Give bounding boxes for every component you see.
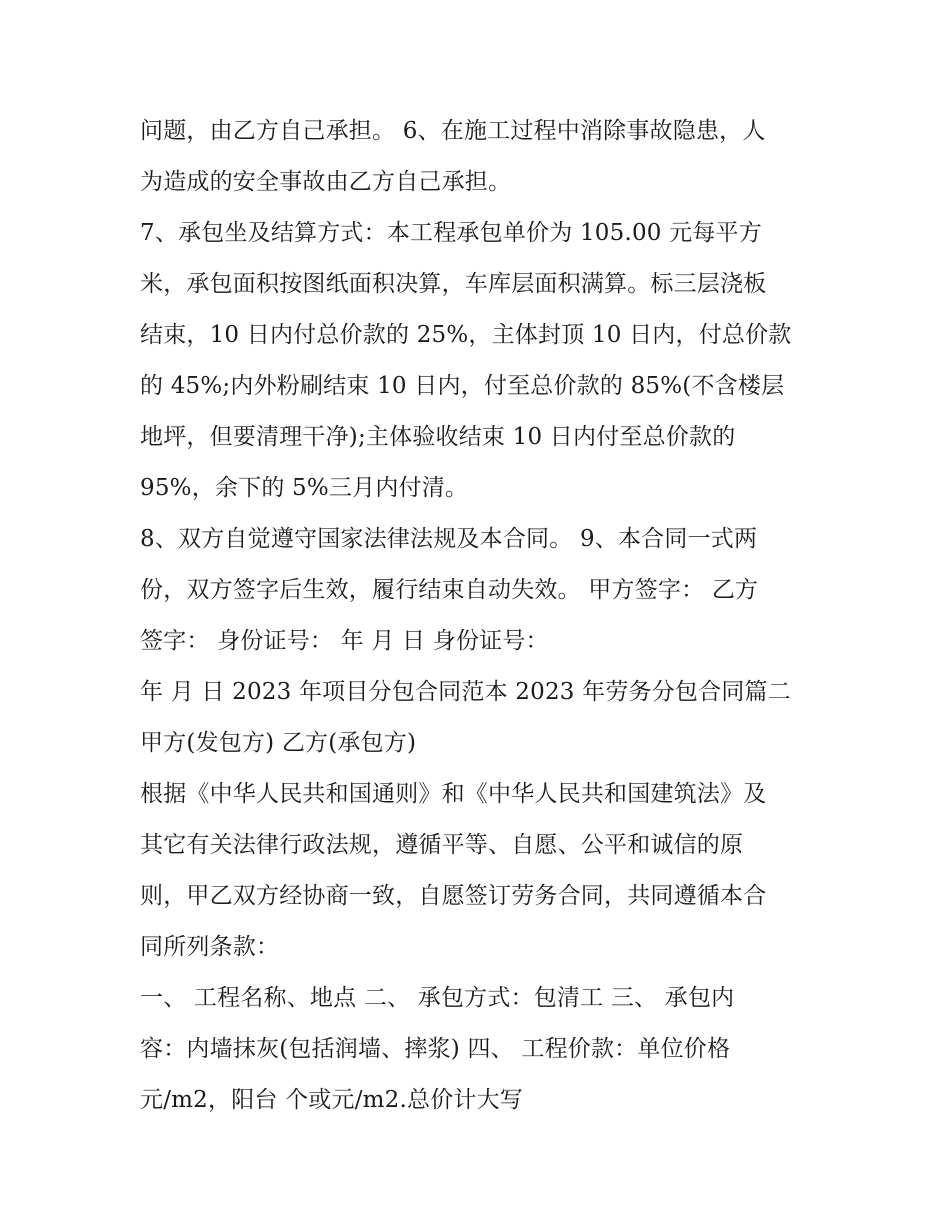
text-line: 份，双方签字后生效，履行结束自动失效。 甲方签字： 乙方 [140,577,759,603]
text-line: 同所列条款： [140,934,280,960]
text-line: 签字： 身份证号： 年 月 日 身份证号： [140,628,549,654]
text-line: 问题，由乙方自己承担。 6、在施工过程中消除事故隐患，人 [140,118,766,144]
text-line: 为造成的安全事故由乙方自己承担。 [140,169,512,195]
text-line: 一、 工程名称、地点 二、 承包方式：包清工 三、 承包内 [140,985,735,1011]
text-line: 容：内墙抹灰(包括润墙、摔浆) 四、 工程价款：单位价格 [140,1036,731,1062]
document-body [140,106,820,1126]
text-line: 米，承包面积按图纸面积决算，车库层面积满算。标三层浇板 [140,271,767,297]
text-line: 8、双方自觉遵守国家法律法规及本合同。 9、本合同一式两 [140,526,758,552]
text-line: 地坪，但要清理干净);主体验收结束 10 日内付至总价款的 [140,424,736,450]
text-line: 7、承包坐及结算方式：本工程承包单价为 105.00 元每平方 [140,220,762,246]
text-line: 95%，余下的 5%三月内付清。 [140,475,469,501]
text-line: 则，甲乙双方经协商一致，自愿签订劳务合同，共同遵循本合 [140,883,767,909]
text-line: 年 月 日 2023 年项目分包合同范本 2023 年劳务分包合同篇二 [140,679,791,705]
text-line: 甲方(发包方) 乙方(承包方) [140,730,417,756]
text-line: 元/m2，阳台 个或元/m2.总价计大写 [140,1087,524,1113]
text-line: 的 45%;内外粉刷结束 10 日内，付至总价款的 85%(不含楼层 [140,373,785,399]
text-line: 根据《中华人民共和国通则》和《中华人民共和国建筑法》及 [140,781,767,807]
text-line: 结束，10 日内付总价款的 25%，主体封顶 10 日内，付总价款 [140,322,792,348]
text-line: 其它有关法律行政法规，遵循平等、自愿、公平和诚信的原 [140,832,744,858]
